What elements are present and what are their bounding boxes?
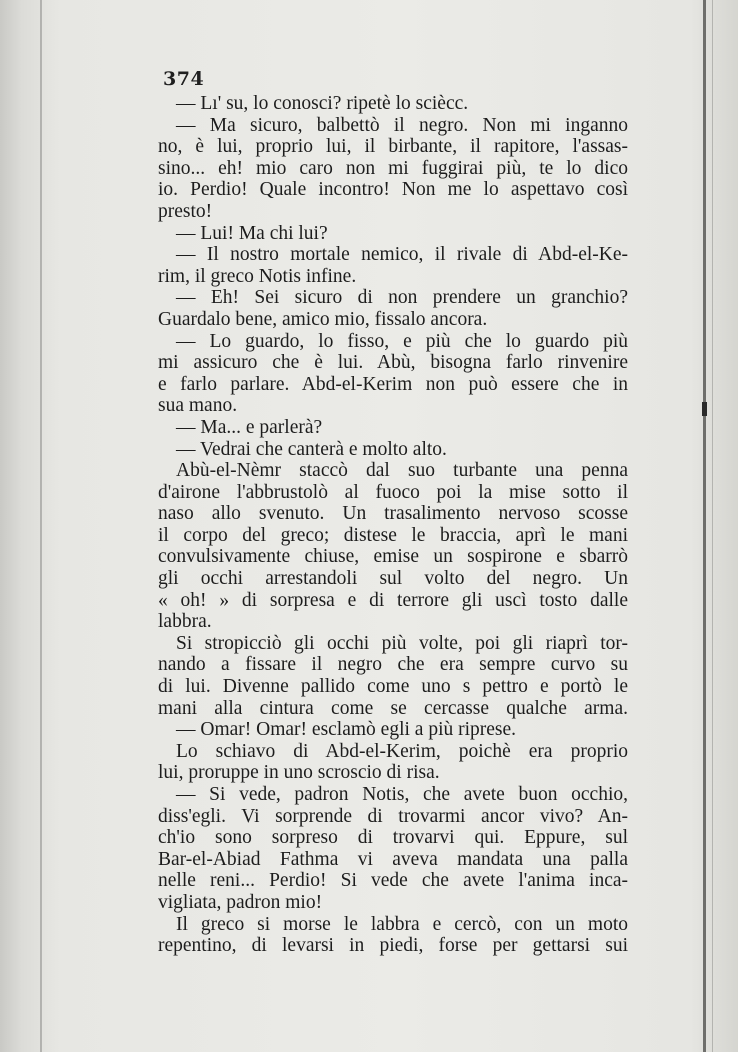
- text-line: labbra.: [158, 611, 212, 633]
- text-line: e farlo parlare. Abd-el-Kerim non può essere che in: [158, 373, 628, 395]
- text-line: — Il nostro mortale nemico, il rivale di Abd-el-Ke-: [176, 244, 628, 266]
- page-number: 374: [163, 68, 205, 90]
- text-line: gli occhi arrestandoli sul volto del negro. Un: [158, 568, 628, 590]
- text-line: — Eh! Sei sicuro di non prendere un granchio?: [176, 287, 628, 309]
- text-line: rim, il greco Notis infine.: [158, 265, 357, 287]
- text-line: sino... eh! mio caro non mi fuggirai più, te lo dico: [158, 157, 628, 179]
- text-line: d'airone l'abbrustolò al fuoco poi la mise sotto il: [158, 481, 628, 503]
- text-line: io. Perdio! Quale incontro! Non me lo aspettavo così: [158, 179, 628, 201]
- text-line: Guardalo bene, amico mio, fissalo ancora.: [158, 308, 488, 330]
- text-line: Abù-el-Nèmr staccò dal suo turbante una penna: [176, 460, 628, 482]
- text-line: — Si vede, padron Notis, che avete buon occhio,: [176, 784, 628, 805]
- text-line: repentino, di levarsi in piedi, forse per gettarsi sui: [158, 935, 628, 957]
- text-line: — Lı' su, lo conosci? ripetè lo sciècc.: [176, 93, 469, 114]
- text-line: — Ma... e parlerà?: [176, 416, 323, 438]
- left-binding-shadow: [40, 0, 42, 1052]
- text-line: il corpo del greco; distese le braccia, aprì le mani: [158, 524, 628, 546]
- text-line: convulsivamente chiuse, emise un sospirone e sbarrò: [158, 546, 628, 568]
- text-line: no, è lui, proprio lui, il birbante, il rapitore, l'assas-: [158, 136, 628, 158]
- text-line: presto!: [158, 200, 213, 222]
- text-line: di lui. Divenne pallido come uno s pettro e portò le: [158, 676, 628, 698]
- text-body: [158, 93, 628, 957]
- text-line: — Lui! Ma chi lui?: [176, 222, 328, 244]
- text-line: ch'io sono sorpreso di trovarvi qui. Eppure, sul: [158, 827, 628, 849]
- text-line: sua mano.: [158, 395, 238, 417]
- text-line: « oh! » di sorpresa e di terrore gli uscì tosto dalle: [158, 589, 628, 611]
- text-line: — Ma sicuro, balbettò il negro. Non mi inganno: [176, 114, 628, 136]
- text-line: lui, proruppe in uno scroscio di risa.: [158, 762, 440, 784]
- right-page-edge: [703, 0, 706, 1052]
- text-line: nando a fissare il negro che era sempre curvo su: [158, 654, 628, 676]
- right-page-edge-secondary: [712, 0, 713, 1052]
- text-line: mi assicuro che è lui. Abù, bisogna farlo rinvenire: [158, 352, 628, 374]
- text-line: Si stropicciò gli occhi più volte, poi gli riaprì tor-: [176, 632, 628, 654]
- text-line: nelle reni... Perdio! Si vede che avete l'anima inca-: [158, 870, 628, 892]
- margin-mark: [702, 402, 707, 416]
- text-line: vigliata, padron mio!: [158, 891, 323, 913]
- text-line: — Omar! Omar! esclamò egli a più riprese.: [176, 719, 517, 741]
- text-line: mani alla cintura come se cercasse qualche arma.: [158, 697, 628, 719]
- text-line: naso allo svenuto. Un trasalimento nervoso scosse: [158, 503, 628, 525]
- text-line: Lo schiavo di Abd-el-Kerim, poichè era proprio: [176, 740, 628, 762]
- text-line: — Vedrai che canterà e molto alto.: [176, 438, 447, 460]
- text-line: diss'egli. Vi sorprende di trovarmi ancor vivo? An-: [158, 805, 628, 827]
- text-line: Bar-el-Abiad Fathma vi aveva mandata una palla: [158, 848, 628, 870]
- text-line: Il greco si morse le labbra e cercò, con un moto: [176, 913, 628, 935]
- text-line: — Lo guardo, lo fisso, e più che lo guardo più: [176, 330, 628, 352]
